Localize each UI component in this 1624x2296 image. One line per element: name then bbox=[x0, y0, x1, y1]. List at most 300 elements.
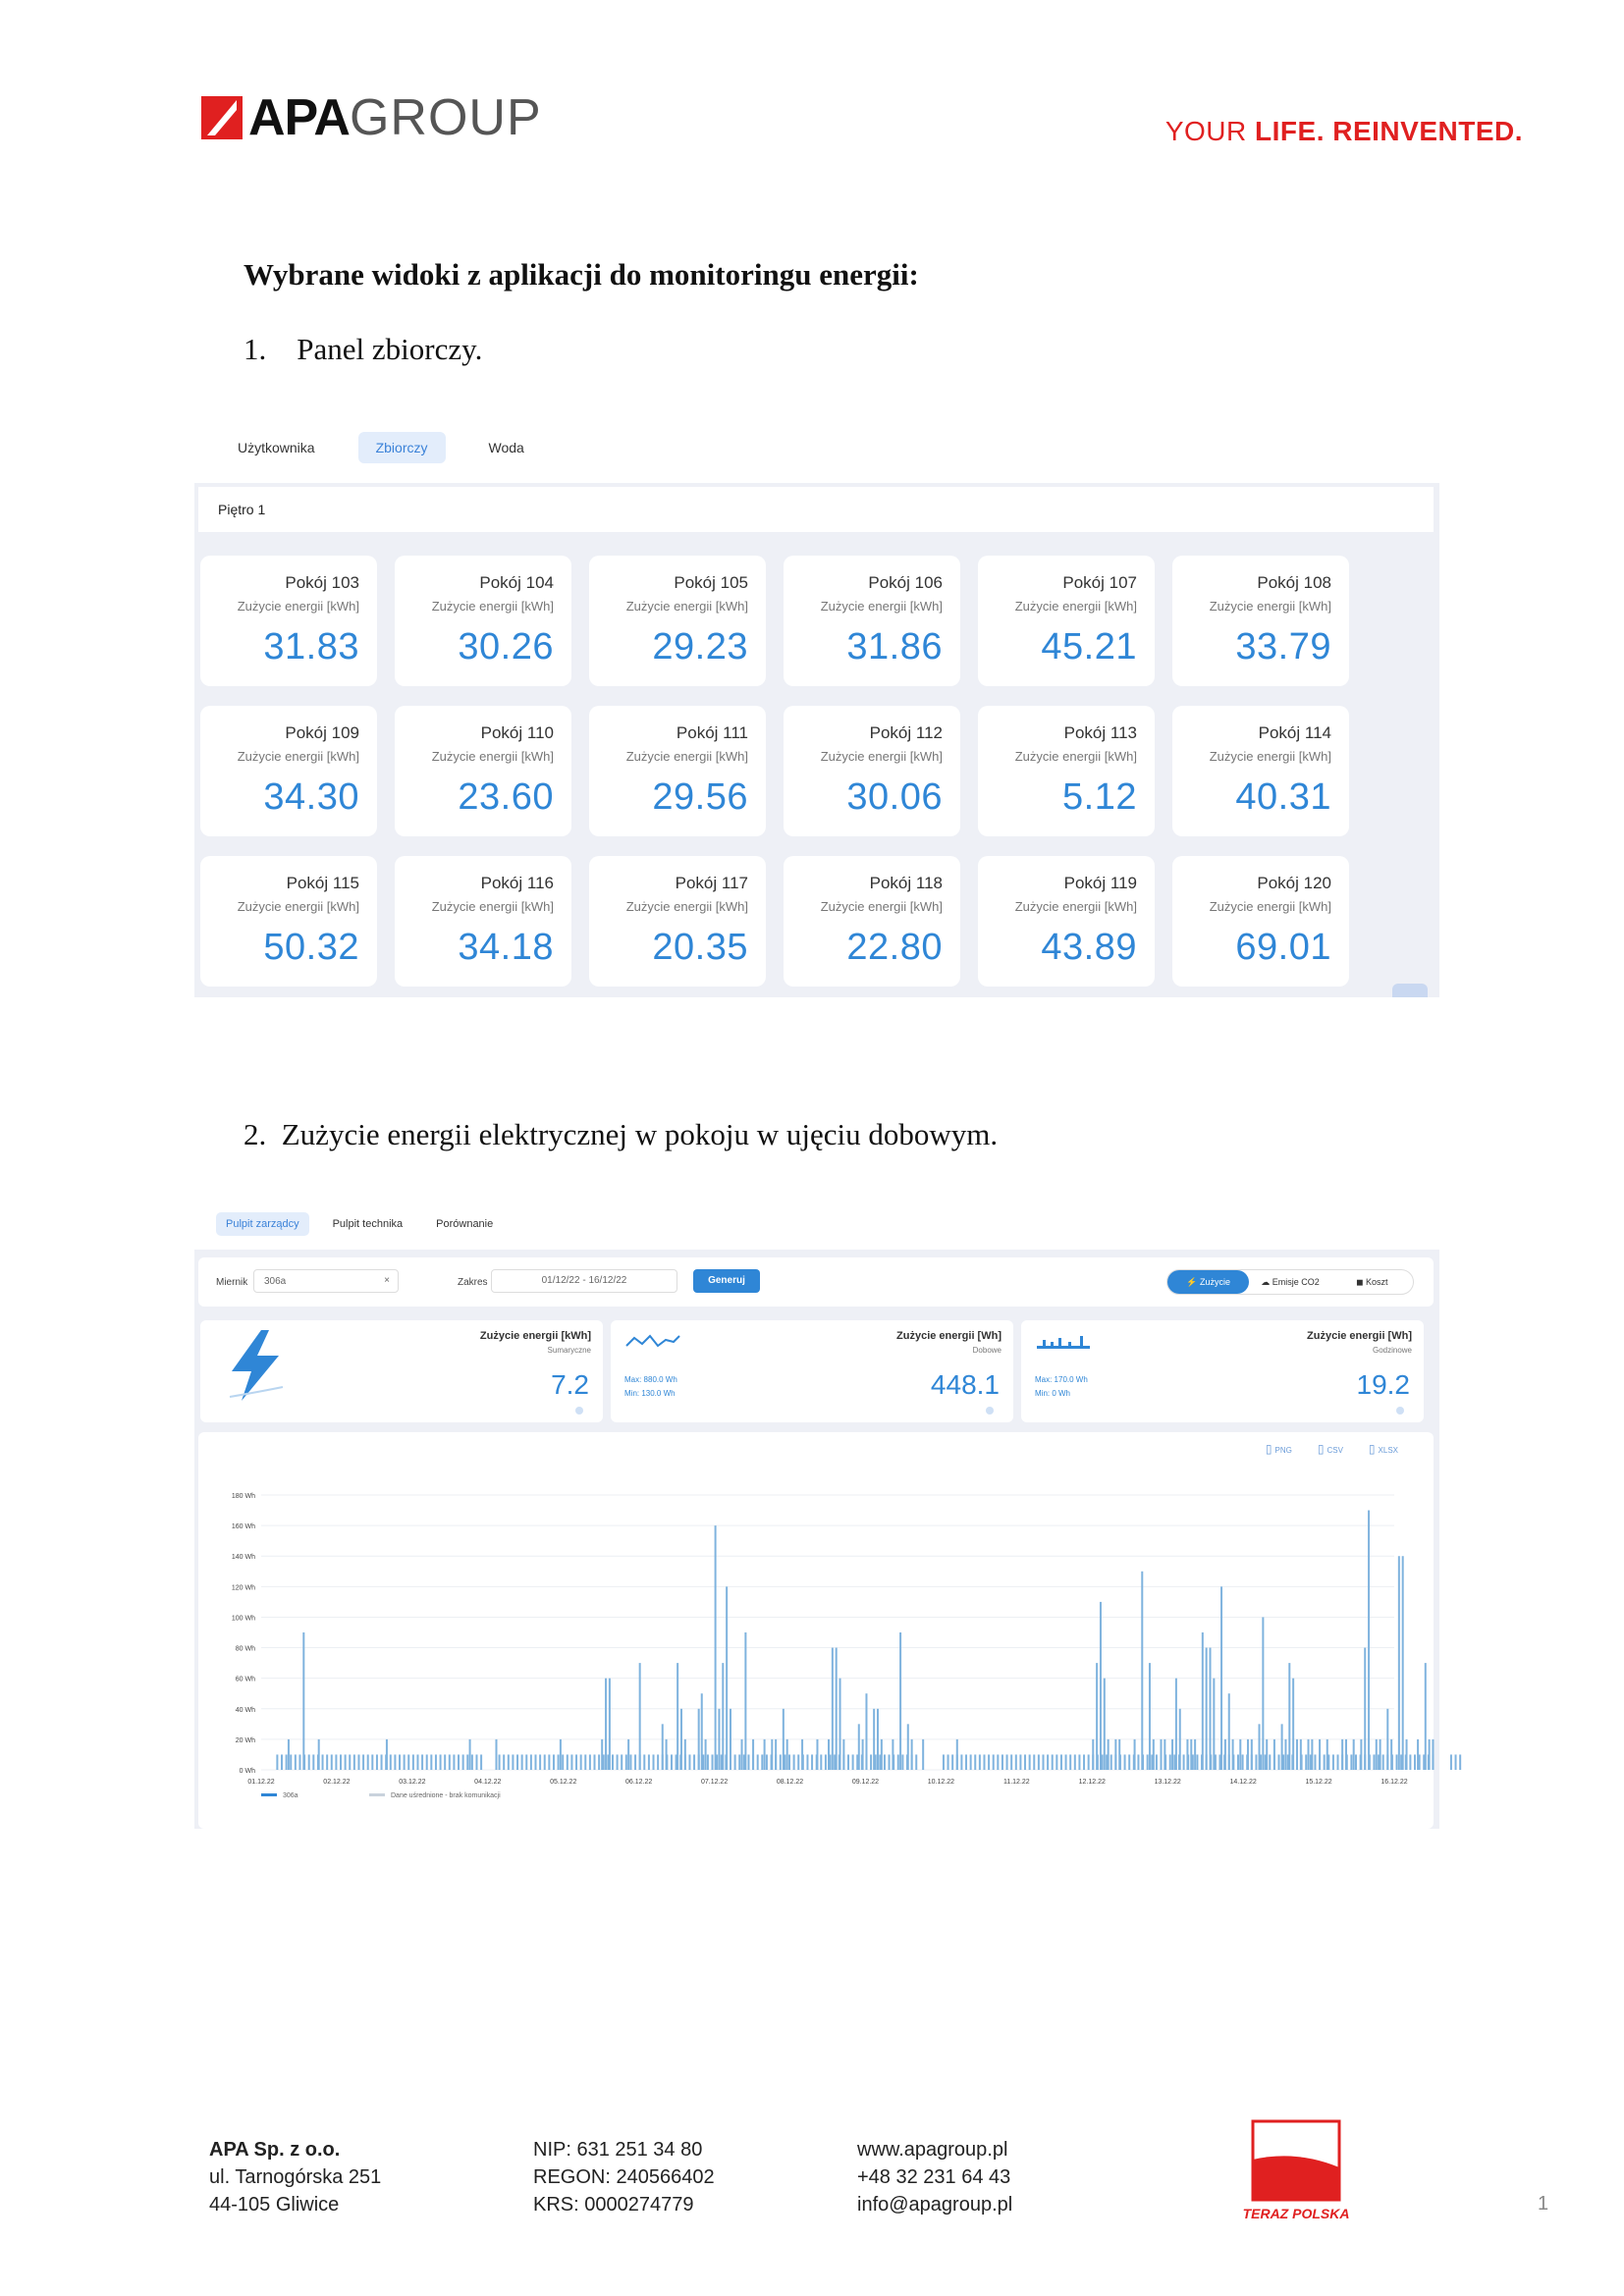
meter-select[interactable] bbox=[253, 1269, 399, 1293]
chart-bar bbox=[1210, 1648, 1212, 1770]
chart-bar bbox=[997, 1754, 999, 1770]
chart-bar bbox=[741, 1739, 743, 1770]
tab-zbiorczy[interactable]: Zbiorczy bbox=[358, 432, 446, 463]
chart-bar bbox=[534, 1754, 536, 1770]
footer-regon: REGON: 240566402 bbox=[533, 2166, 715, 2188]
tab-pulpit-technika[interactable]: Pulpit technika bbox=[332, 1218, 404, 1230]
chart-bar bbox=[715, 1525, 717, 1770]
chart-bar bbox=[1056, 1754, 1057, 1770]
chart-bar bbox=[648, 1754, 650, 1770]
x-tick-label: 02.12.22 bbox=[323, 1779, 351, 1786]
chart-bar bbox=[1459, 1754, 1461, 1770]
chart-bar bbox=[858, 1724, 860, 1770]
chart-bar bbox=[1092, 1739, 1094, 1770]
room-metric-label: Zużycie energii [kWh] bbox=[1209, 899, 1331, 914]
footer-contact bbox=[857, 2136, 1012, 2218]
chart-bar bbox=[1134, 1739, 1136, 1770]
x-tick-label: 11.12.22 bbox=[1002, 1779, 1030, 1786]
room-name: Pokój 108 bbox=[1257, 573, 1331, 592]
stat-daily-value: 448.1 bbox=[930, 1369, 1000, 1400]
room-name: Pokój 103 bbox=[285, 573, 359, 592]
room-energy-value: 69.01 bbox=[1235, 927, 1331, 968]
generate-button[interactable]: Generuj bbox=[693, 1269, 760, 1293]
chart-bar bbox=[1065, 1754, 1067, 1770]
stat-total-value: 7.2 bbox=[551, 1369, 589, 1400]
room-card[interactable] bbox=[589, 856, 766, 987]
stat-daily-min: Min: 130.0 Wh bbox=[624, 1389, 676, 1398]
chart-bar bbox=[567, 1754, 568, 1770]
room-card[interactable] bbox=[589, 706, 766, 836]
x-tick-label: 03.12.22 bbox=[399, 1779, 426, 1786]
legend-swatch bbox=[261, 1793, 277, 1796]
room-card[interactable] bbox=[978, 706, 1155, 836]
stat-daily-title: Zużycie energii [Wh] bbox=[896, 1330, 1001, 1342]
chart-bar bbox=[312, 1754, 314, 1770]
room-card[interactable] bbox=[589, 556, 766, 686]
chart-bar bbox=[1161, 1739, 1163, 1770]
chart-bar bbox=[376, 1754, 378, 1770]
chart-bar bbox=[780, 1754, 782, 1770]
chart-bar bbox=[1164, 1739, 1165, 1770]
chart-bar bbox=[783, 1709, 785, 1770]
chart-bar bbox=[326, 1754, 328, 1770]
chart-bar bbox=[1196, 1754, 1198, 1770]
clear-icon[interactable]: × bbox=[384, 1275, 390, 1286]
footer-street: ul. Tarnogórska 251 bbox=[209, 2166, 382, 2188]
chart-bar bbox=[1104, 1679, 1106, 1770]
chart-bar bbox=[1337, 1754, 1339, 1770]
chart-bar bbox=[553, 1754, 555, 1770]
chart-bar bbox=[1255, 1754, 1257, 1770]
export-png-button[interactable]: ▯ PNG bbox=[1266, 1442, 1292, 1456]
chart-bar bbox=[394, 1754, 396, 1770]
chart-bar bbox=[508, 1754, 510, 1770]
room-energy-value: 33.79 bbox=[1235, 626, 1331, 667]
chart-bar bbox=[1390, 1739, 1392, 1770]
legend-swatch bbox=[369, 1793, 385, 1796]
chart-bar bbox=[956, 1739, 958, 1770]
room-card[interactable] bbox=[200, 556, 377, 686]
room-name: Pokój 117 bbox=[675, 874, 748, 892]
chart-bar bbox=[475, 1754, 477, 1770]
room-name: Pokój 114 bbox=[1258, 723, 1331, 742]
chart-bar bbox=[1083, 1754, 1085, 1770]
chart-bar bbox=[892, 1739, 893, 1770]
chart-bar bbox=[1398, 1556, 1400, 1770]
chart-bar bbox=[430, 1754, 432, 1770]
chart-bar bbox=[712, 1754, 714, 1770]
chart-bar bbox=[1386, 1709, 1388, 1770]
chart-bar bbox=[1278, 1754, 1280, 1770]
chart-bar bbox=[1251, 1739, 1253, 1770]
room-card[interactable] bbox=[784, 856, 960, 987]
x-tick-label: 04.12.22 bbox=[474, 1779, 502, 1786]
chart-bar bbox=[1118, 1739, 1120, 1770]
chart-bar bbox=[362, 1754, 364, 1770]
stat-hourly-value: 19.2 bbox=[1356, 1369, 1410, 1400]
y-tick-label: 60 Wh bbox=[235, 1676, 255, 1683]
chart-bar bbox=[825, 1754, 827, 1770]
chart-bar bbox=[884, 1754, 886, 1770]
room-name: Pokój 116 bbox=[480, 874, 554, 892]
chart-bar bbox=[1202, 1632, 1204, 1770]
chart-bar bbox=[897, 1754, 899, 1770]
section-1-title: 1. Panel zbiorczy. bbox=[244, 332, 483, 366]
floor-label: Piętro 1 bbox=[198, 487, 1434, 532]
chart-bar bbox=[979, 1754, 981, 1770]
chart-bar bbox=[1042, 1754, 1044, 1770]
chart-bar bbox=[698, 1709, 700, 1770]
chart-bar bbox=[1194, 1739, 1196, 1770]
chart-bar bbox=[1266, 1739, 1268, 1770]
chart-bar bbox=[662, 1724, 664, 1770]
room-energy-value: 23.60 bbox=[458, 776, 554, 818]
chart-bar bbox=[621, 1754, 623, 1770]
x-tick-label: 12.12.22 bbox=[1078, 1779, 1106, 1786]
chart-bar bbox=[1060, 1754, 1062, 1770]
room-card[interactable] bbox=[978, 556, 1155, 686]
chart-bar bbox=[793, 1754, 795, 1770]
chart-bar bbox=[1206, 1648, 1208, 1770]
y-tick-label: 180 Wh bbox=[231, 1493, 255, 1500]
chart-bar bbox=[832, 1648, 834, 1770]
tab-woda[interactable]: Woda bbox=[488, 440, 524, 455]
stat-card-total bbox=[200, 1320, 603, 1422]
chart-bar bbox=[627, 1739, 629, 1770]
meter-value: 306a bbox=[264, 1276, 287, 1287]
stat-daily-max: Max: 880.0 Wh bbox=[624, 1375, 677, 1384]
room-name: Pokój 107 bbox=[1062, 573, 1137, 592]
chart-bar bbox=[1088, 1754, 1090, 1770]
chart-bar bbox=[752, 1739, 754, 1770]
chart-bar bbox=[766, 1754, 768, 1770]
chart-bar bbox=[970, 1754, 972, 1770]
room-metric-label: Zużycie energii [kWh] bbox=[625, 899, 748, 914]
chart-bar bbox=[525, 1754, 527, 1770]
chart-bar bbox=[1220, 1586, 1222, 1770]
chart-bar bbox=[811, 1754, 813, 1770]
chart-bar bbox=[873, 1709, 875, 1770]
chart-bar bbox=[1455, 1754, 1457, 1770]
footer-city: 44-105 Gliwice bbox=[209, 2194, 340, 2216]
room-card[interactable] bbox=[200, 856, 377, 987]
room-name: Pokój 104 bbox=[479, 573, 554, 592]
room-name: Pokój 112 bbox=[869, 723, 943, 742]
chart-bar bbox=[1038, 1754, 1040, 1770]
chart-bar bbox=[911, 1739, 913, 1770]
export-csv-button[interactable]: ▯ CSV bbox=[1318, 1442, 1343, 1456]
toggle-emisje-co2[interactable]: ☁ Emisje CO2 bbox=[1261, 1277, 1320, 1287]
chart-bar bbox=[1284, 1739, 1286, 1770]
chart-bar bbox=[775, 1739, 777, 1770]
chart-bar bbox=[899, 1632, 901, 1770]
room-metric-label: Zużycie energii [kWh] bbox=[431, 899, 554, 914]
info-icon[interactable] bbox=[986, 1407, 994, 1415]
room-metric-label: Zużycie energii [kWh] bbox=[237, 749, 359, 764]
room-energy-value: 20.35 bbox=[652, 927, 748, 968]
chart-bar bbox=[965, 1754, 967, 1770]
x-tick-label: 05.12.22 bbox=[550, 1779, 577, 1786]
scroll-top-button[interactable] bbox=[1392, 984, 1428, 997]
chart-bar bbox=[1373, 1754, 1375, 1770]
chart-bar bbox=[1096, 1663, 1098, 1770]
x-tick-label: 06.12.22 bbox=[625, 1779, 653, 1786]
consumption-chart-card bbox=[198, 1432, 1434, 1829]
chart-bar bbox=[1171, 1739, 1173, 1770]
chart-bar bbox=[671, 1754, 673, 1770]
dashboard-tabs bbox=[216, 1212, 503, 1236]
chart-bar bbox=[901, 1754, 903, 1770]
chart-bar bbox=[617, 1754, 619, 1770]
chart-bar bbox=[345, 1754, 347, 1770]
stat-card-hourly bbox=[1021, 1320, 1424, 1422]
y-tick-label: 80 Wh bbox=[235, 1645, 255, 1653]
chart-bar bbox=[1417, 1739, 1419, 1770]
chart-bar bbox=[726, 1586, 728, 1770]
room-card[interactable] bbox=[395, 706, 571, 836]
chart-bar bbox=[1350, 1754, 1352, 1770]
room-card[interactable] bbox=[395, 856, 571, 987]
chart-bar bbox=[988, 1754, 990, 1770]
stat-total-title: Zużycie energii [kWh] bbox=[479, 1330, 591, 1342]
toggle-zuzycie[interactable]: ⚡ Zużycie bbox=[1167, 1270, 1249, 1294]
chart-bar bbox=[357, 1754, 359, 1770]
chart-bar bbox=[349, 1754, 351, 1770]
chart-bar bbox=[1353, 1739, 1355, 1770]
room-energy-value: 34.30 bbox=[263, 776, 359, 818]
document-heading: Wybrane widoki z aplikacji do monitoringu energii: bbox=[244, 257, 919, 292]
chart-bar bbox=[701, 1693, 703, 1770]
chart-bar bbox=[1047, 1754, 1049, 1770]
chart-bar bbox=[440, 1754, 442, 1770]
y-tick-label: 0 Wh bbox=[239, 1768, 255, 1775]
chart-bar bbox=[1186, 1739, 1188, 1770]
chart-bar bbox=[558, 1754, 560, 1770]
chart-bar bbox=[421, 1754, 423, 1770]
chart-bar bbox=[693, 1754, 695, 1770]
room-metric-label: Zużycie energii [kWh] bbox=[1014, 599, 1137, 614]
tagline-your: YOUR bbox=[1164, 116, 1256, 146]
chart-bar bbox=[1033, 1754, 1035, 1770]
chart-bar bbox=[471, 1754, 473, 1770]
chart-bar bbox=[1425, 1663, 1427, 1770]
chart-bar bbox=[1355, 1754, 1357, 1770]
chart-bar bbox=[639, 1663, 641, 1770]
chart-bar bbox=[1239, 1739, 1241, 1770]
chart-bar bbox=[1237, 1754, 1239, 1770]
room-metric-label: Zużycie energii [kWh] bbox=[820, 749, 943, 764]
chart-bar bbox=[1450, 1754, 1452, 1770]
chart-bar bbox=[1100, 1602, 1102, 1770]
chart-bar bbox=[847, 1754, 849, 1770]
y-tick-label: 120 Wh bbox=[231, 1584, 255, 1592]
chart-bar bbox=[530, 1754, 532, 1770]
chart-bar bbox=[444, 1754, 446, 1770]
chart-bar bbox=[1432, 1739, 1434, 1770]
toggle-koszt[interactable]: ◼ Koszt bbox=[1356, 1277, 1388, 1287]
room-card[interactable] bbox=[1172, 706, 1349, 836]
room-card[interactable] bbox=[784, 706, 960, 836]
chart-bar bbox=[1402, 1556, 1404, 1770]
chart-bar bbox=[290, 1754, 292, 1770]
export-xlsx-button[interactable]: ▯ XLSX bbox=[1369, 1442, 1398, 1456]
chart-bar bbox=[458, 1754, 460, 1770]
room-name: Pokój 118 bbox=[869, 874, 943, 892]
info-icon[interactable] bbox=[575, 1407, 583, 1415]
chart-bar bbox=[288, 1739, 290, 1770]
chart-bar bbox=[877, 1709, 879, 1770]
room-metric-label: Zużycie energii [kWh] bbox=[625, 749, 748, 764]
chart-bar bbox=[580, 1754, 582, 1770]
room-card[interactable] bbox=[978, 856, 1155, 987]
logo-apa-text: APA bbox=[248, 89, 350, 146]
chart-bar bbox=[828, 1739, 830, 1770]
chart-bar bbox=[634, 1754, 636, 1770]
apa-logo-mark bbox=[201, 96, 243, 139]
chart-bar bbox=[1368, 1511, 1370, 1770]
chart-bar bbox=[1019, 1754, 1021, 1770]
chart-bar bbox=[1396, 1754, 1398, 1770]
tagline-bold: LIFE. REINVENTED. bbox=[1255, 116, 1523, 146]
chart-bar bbox=[449, 1754, 451, 1770]
chart-bar bbox=[1308, 1739, 1310, 1770]
chart-bar bbox=[1376, 1739, 1378, 1770]
x-tick-label: 10.12.22 bbox=[927, 1779, 955, 1786]
room-name: Pokój 106 bbox=[868, 573, 943, 592]
stat-daily-sub: Dobowe bbox=[972, 1346, 1001, 1355]
chart-bar bbox=[435, 1754, 437, 1770]
room-metric-label: Zużycie energii [kWh] bbox=[237, 899, 359, 914]
chart-bar bbox=[404, 1754, 406, 1770]
chart-bar bbox=[1078, 1754, 1080, 1770]
room-energy-value: 29.56 bbox=[652, 776, 748, 818]
room-energy-value: 43.89 bbox=[1041, 927, 1137, 968]
room-metric-label: Zużycie energii [kWh] bbox=[1209, 599, 1331, 614]
chart-bar bbox=[1029, 1754, 1031, 1770]
chart-bar bbox=[1382, 1754, 1384, 1770]
chart-bar bbox=[922, 1739, 924, 1770]
chart-bar bbox=[1259, 1724, 1261, 1770]
chart-bar bbox=[688, 1754, 690, 1770]
chart-bar bbox=[625, 1754, 627, 1770]
chart-bar bbox=[734, 1754, 736, 1770]
footer-www[interactable]: www.apagroup.pl bbox=[857, 2139, 1008, 2161]
chart-bar bbox=[771, 1739, 773, 1770]
chart-bar bbox=[331, 1754, 333, 1770]
chart-bar bbox=[1114, 1739, 1116, 1770]
chart-bar bbox=[598, 1754, 600, 1770]
chart-bar bbox=[881, 1739, 883, 1770]
chart-bar bbox=[1179, 1709, 1181, 1770]
apa-group-logo bbox=[201, 89, 542, 146]
room-card[interactable] bbox=[1172, 556, 1349, 686]
chart-bar bbox=[1273, 1739, 1275, 1770]
info-icon[interactable] bbox=[1396, 1407, 1404, 1415]
chart-bar bbox=[705, 1739, 707, 1770]
chart-bar bbox=[653, 1754, 655, 1770]
chart-bar bbox=[480, 1754, 482, 1770]
room-card[interactable] bbox=[1172, 856, 1349, 987]
chart-bar bbox=[539, 1754, 541, 1770]
chart-bar bbox=[605, 1679, 607, 1770]
summary-tabs bbox=[194, 432, 542, 463]
chart-bar bbox=[718, 1709, 720, 1770]
tagline bbox=[1165, 116, 1523, 147]
chart-bar bbox=[907, 1724, 909, 1770]
chart-bar bbox=[797, 1754, 799, 1770]
room-metric-label: Zużycie energii [kWh] bbox=[820, 599, 943, 614]
x-tick-label: 13.12.22 bbox=[1154, 1779, 1181, 1786]
chart-bar bbox=[1296, 1739, 1298, 1770]
chart-bar bbox=[390, 1754, 392, 1770]
chart-bar bbox=[1024, 1754, 1026, 1770]
chart-bar bbox=[747, 1754, 749, 1770]
chart-bar bbox=[381, 1754, 383, 1770]
room-energy-value: 50.32 bbox=[263, 927, 359, 968]
chart-bar bbox=[865, 1693, 867, 1770]
meter-label: Miernik bbox=[216, 1277, 248, 1288]
chart-bar bbox=[1124, 1754, 1126, 1770]
y-tick-label: 140 Wh bbox=[231, 1554, 255, 1562]
chart-bar bbox=[412, 1754, 414, 1770]
room-grid bbox=[200, 556, 1349, 987]
chart-bar bbox=[1147, 1754, 1149, 1770]
teraz-polska-logo bbox=[1242, 2120, 1350, 2228]
x-tick-label: 01.12.22 bbox=[247, 1779, 275, 1786]
chart-bar bbox=[1010, 1754, 1012, 1770]
chart-bar bbox=[584, 1754, 586, 1770]
tab-pulpit-zarzadcy[interactable]: Pulpit zarządcy bbox=[216, 1212, 309, 1236]
chart-bar bbox=[870, 1754, 872, 1770]
chart-bar bbox=[757, 1754, 759, 1770]
tab-porownanie[interactable]: Porównanie bbox=[436, 1218, 494, 1230]
room-metric-label: Zużycie energii [kWh] bbox=[1014, 749, 1137, 764]
chart-bar bbox=[1128, 1754, 1130, 1770]
chart-bar bbox=[842, 1739, 844, 1770]
chart-bar bbox=[276, 1754, 278, 1770]
chart-bar bbox=[1262, 1617, 1264, 1770]
lightning-icon bbox=[224, 1328, 287, 1403]
line-chart-icon bbox=[626, 1332, 679, 1352]
chart-bar bbox=[1074, 1754, 1076, 1770]
room-energy-value: 30.26 bbox=[458, 626, 554, 667]
chart-bar bbox=[1360, 1739, 1362, 1770]
chart-bar bbox=[544, 1754, 546, 1770]
chart-bar bbox=[298, 1754, 300, 1770]
chart-bar bbox=[1001, 1754, 1003, 1770]
date-range-input[interactable]: 01/12/22 - 16/12/22 bbox=[491, 1269, 677, 1293]
footer-registry bbox=[533, 2136, 715, 2218]
tab-uzytkownika[interactable]: Użytkownika bbox=[238, 440, 315, 455]
chart-bar bbox=[889, 1754, 891, 1770]
room-card[interactable] bbox=[784, 556, 960, 686]
chart-bar bbox=[1137, 1754, 1139, 1770]
teraz-polska-emblem bbox=[1242, 2120, 1350, 2228]
summary-panel-screenshot bbox=[194, 402, 1439, 997]
chart-bar bbox=[302, 1632, 304, 1770]
footer-company bbox=[209, 2136, 381, 2218]
footer-email[interactable]: info@apagroup.pl bbox=[857, 2194, 1013, 2216]
room-card[interactable] bbox=[200, 706, 377, 836]
room-energy-value: 34.18 bbox=[458, 927, 554, 968]
chart-bar bbox=[308, 1754, 310, 1770]
room-name: Pokój 115 bbox=[286, 874, 359, 892]
chart-bar bbox=[730, 1709, 731, 1770]
chart-bar bbox=[947, 1754, 949, 1770]
chart-bar bbox=[1052, 1754, 1054, 1770]
chart-bar bbox=[399, 1754, 401, 1770]
room-card[interactable] bbox=[395, 556, 571, 686]
